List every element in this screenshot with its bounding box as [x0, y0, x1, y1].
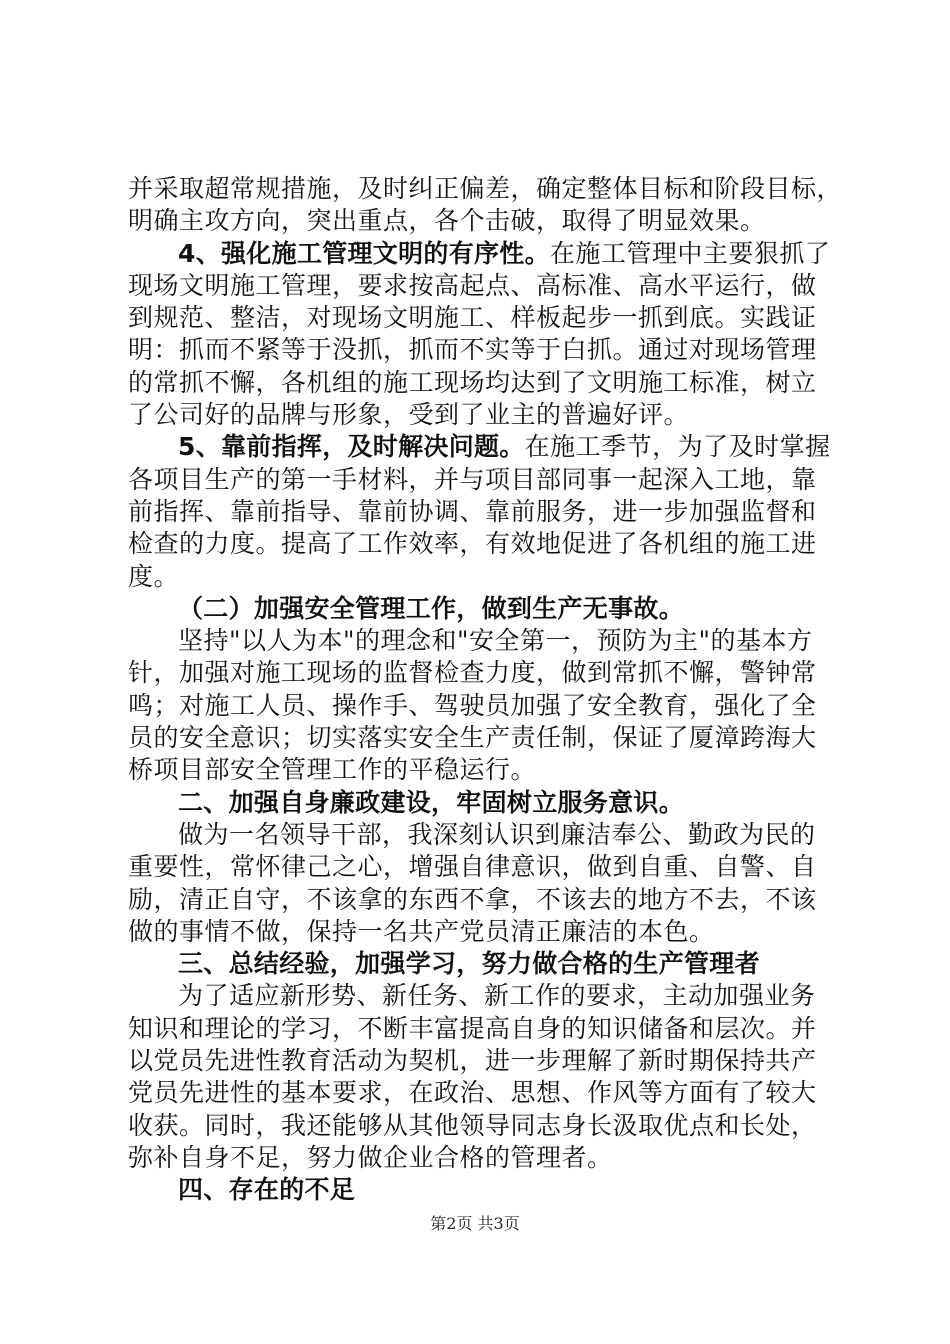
- body-text: 明：抓而不紧等于没抓，抓而不实等于白抓。通过对现场管理: [128, 335, 817, 365]
- text-line: [128, 722, 828, 754]
- text-line: [128, 851, 828, 883]
- body-text: 在施工季节，为了及时掌握: [524, 432, 831, 462]
- body-text: 鸣；对施工人员、操作手、驾驶员加强了安全教育，强化了全: [128, 690, 817, 720]
- body-text: 前指挥、靠前指导、靠前协调、靠前服务，进一步加强监督和: [128, 496, 817, 526]
- body-text: 做为一名领导干部，我深刻认识到廉洁奉公、勤政为民的: [178, 819, 816, 849]
- text-line: [128, 980, 828, 1012]
- body-text: 的常抓不懈，各机组的施工现场均达到了文明施工标准，树立: [128, 367, 817, 397]
- text-line: [128, 787, 828, 819]
- text-line: [128, 367, 828, 399]
- body-text: 在施工管理中主要狠抓了: [549, 238, 831, 268]
- body-text: 知识和理论的学习，不断丰富提高自身的知识储备和层次。并: [128, 1013, 817, 1043]
- body-text: 度。: [128, 561, 180, 591]
- text-line: [128, 173, 843, 205]
- body-text: 检查的力度。提高了工作效率，有效地促进了各机组的施工进: [128, 529, 817, 559]
- text-line: [128, 1045, 828, 1077]
- heading-text: （二）加强安全管理工作，做到生产无事故。: [178, 593, 685, 623]
- text-line: [128, 334, 828, 366]
- body-text: 各项目生产的第一手材料，并与项目部同事一起深入工地，靠: [128, 464, 817, 494]
- text-line: [128, 1013, 828, 1045]
- body-text: 弥补自身不足，努力做企业合格的管理者。: [128, 1142, 613, 1172]
- body-text: 并采取超常规措施，及时纠正偏差，确定整体目标和阶段目标，: [128, 174, 843, 203]
- text-line: [128, 528, 828, 560]
- text-line: [128, 1077, 828, 1109]
- text-line: [128, 238, 831, 270]
- body-text: 重要性，常怀律己之心，增强自律意识，做到自重、自警、自: [128, 852, 817, 882]
- body-text: 做的事情不做，保持一名共产党员清正廉洁的本色。: [128, 916, 715, 946]
- body-text: 坚持"以人为本"的理念和"安全第一，预防为主"的基本方: [178, 626, 813, 656]
- page-footer: 第2页 共3页: [430, 1214, 520, 1233]
- body-text: 到规范、整洁，对现场文明施工、样板起步一抓到底。实践证: [128, 303, 817, 333]
- text-line: [128, 884, 828, 916]
- body-text: 收获。同时，我还能够从其他领导同志身长汲取优点和长处，: [128, 1110, 817, 1140]
- text-line: [128, 205, 828, 237]
- text-line: [128, 302, 828, 334]
- body-text: 现场文明施工管理，要求按高起点、高标准、高水平运行，做: [128, 270, 817, 300]
- heading-text: 5、靠前指挥，及时解决问题。: [178, 432, 525, 462]
- text-line: [128, 431, 831, 463]
- body-text: 党员先进性的基本要求，在政治、思想、作风等方面有了较大: [128, 1078, 817, 1108]
- text-line: [128, 754, 828, 786]
- document-body: [128, 173, 843, 1207]
- heading-text: 二、加强自身廉政建设，牢固树立服务意识。: [178, 787, 685, 817]
- body-text: 励，清正自守，不该拿的东西不拿，不该去的地方不去，不该: [128, 884, 817, 914]
- text-line: [128, 399, 828, 431]
- text-line: [128, 916, 828, 948]
- text-line: [128, 464, 828, 496]
- heading-text: 四、存在的不足: [178, 1175, 356, 1205]
- body-text: 为了适应新形势、新任务、新工作的要求，主动加强业务: [178, 981, 816, 1011]
- body-text: 针，加强对施工现场的监督检查力度，做到常抓不懈，警钟常: [128, 658, 817, 688]
- text-line: [128, 625, 828, 657]
- text-line: [128, 1142, 828, 1174]
- body-text: 了公司好的品牌与形象，受到了业主的普遍好评。: [128, 400, 690, 430]
- text-line: [128, 561, 828, 593]
- body-text: 员的安全意识；切实落实安全生产责任制，保证了厦漳跨海大: [128, 723, 817, 753]
- body-text: 明确主攻方向，突出重点，各个击破，取得了明显效果。: [128, 206, 766, 236]
- text-line: [128, 1174, 828, 1206]
- text-line: [128, 657, 828, 689]
- text-line: [128, 819, 828, 851]
- body-text: 桥项目部安全管理工作的平稳运行。: [128, 755, 537, 785]
- heading-text: 三、总结经验，加强学习，努力做合格的生产管理者: [178, 949, 760, 979]
- text-line: [128, 948, 828, 980]
- text-line: [128, 1110, 828, 1142]
- text-line: [128, 496, 828, 528]
- body-text: 以党员先进性教育活动为契机，进一步理解了新时期保持共产: [128, 1046, 817, 1076]
- text-line: [128, 593, 828, 625]
- text-line: [128, 270, 828, 302]
- heading-text: 4、强化施工管理文明的有序性。: [178, 238, 550, 268]
- text-line: [128, 690, 828, 722]
